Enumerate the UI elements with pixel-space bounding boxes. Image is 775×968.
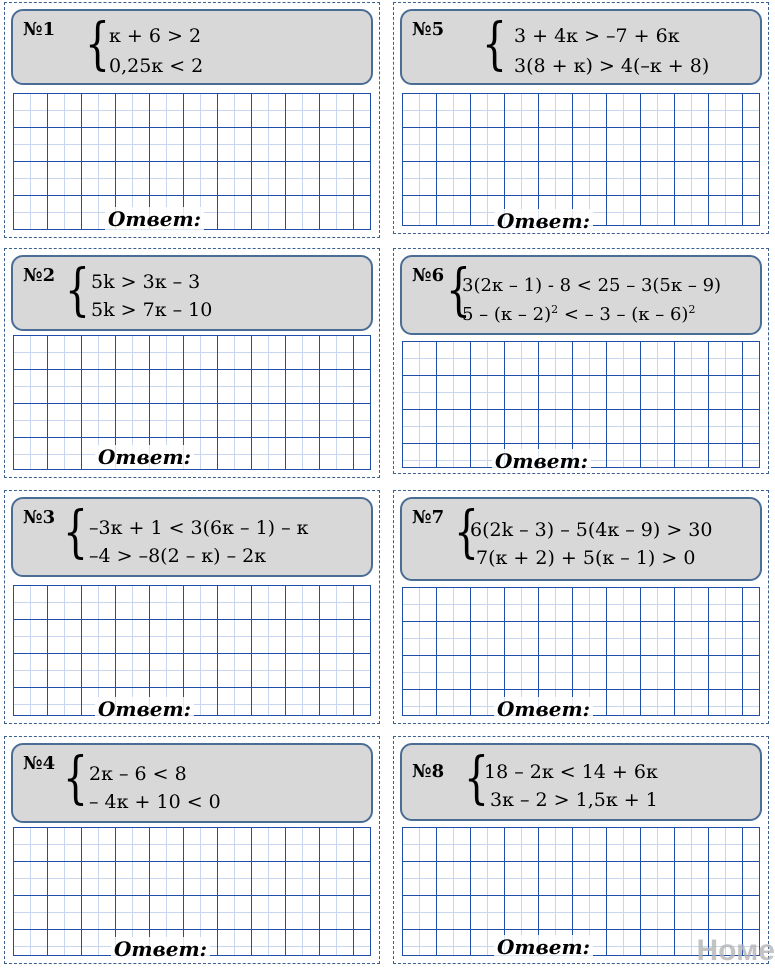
task-number: №1 xyxy=(23,19,56,40)
answer-label: Ответ: xyxy=(111,937,210,961)
task-card-6 xyxy=(393,248,769,474)
system-brace: { xyxy=(63,500,88,565)
answer-label: Ответ: xyxy=(494,697,593,721)
exponent: 2 xyxy=(551,303,559,316)
answer-label: Ответ: xyxy=(492,449,591,473)
system-brace: { xyxy=(63,746,88,811)
task-box xyxy=(11,497,373,577)
task-box xyxy=(400,255,762,335)
inequality-2: 3к – 2 > 1,5к + 1 xyxy=(490,789,658,811)
system-brace: { xyxy=(482,12,507,77)
task-number: №2 xyxy=(23,265,56,286)
system-brace: { xyxy=(464,746,489,811)
system-brace: { xyxy=(446,258,471,323)
answer-label: Ответ: xyxy=(105,207,204,231)
inequality-1: 5k > 3к – 3 xyxy=(91,271,201,293)
task-card-5 xyxy=(393,2,769,234)
inequality-1: –3к + 1 < 3(6к – 1) – к xyxy=(89,517,309,539)
task-number: №3 xyxy=(23,507,56,528)
task-number: №5 xyxy=(412,19,445,40)
answer-grid xyxy=(402,93,760,226)
inequality-1: 2к – 6 < 8 xyxy=(89,763,187,785)
task-box xyxy=(11,255,373,331)
system-brace: { xyxy=(454,500,479,565)
inequality-1: 18 – 2к < 14 + 6к xyxy=(484,761,658,783)
inequality-1: 3(2к – 1) - 8 < 25 – 3(5к – 9) xyxy=(462,275,722,296)
task-card-4 xyxy=(4,736,380,964)
answer-label: Ответ: xyxy=(494,209,593,233)
task-card-8 xyxy=(393,736,769,964)
inequality-2: 7(к + 2) + 5(к – 1) > 0 xyxy=(476,547,696,569)
inequality-2 xyxy=(462,303,695,325)
inequality-2: 3(8 + к) > 4(–к + 8) xyxy=(514,55,710,77)
inequality-2: 0,25к < 2 xyxy=(109,55,204,77)
answer-label: Ответ: xyxy=(95,445,194,469)
system-brace: { xyxy=(85,12,110,77)
inequality-1: 6(2k – 3) – 5(4к – 9) > 30 xyxy=(470,519,713,541)
task-box xyxy=(11,743,373,823)
inequality-2-part-a: 5 – (к – 2) xyxy=(462,304,552,325)
watermark-text: Номе xyxy=(696,934,775,967)
task-card-3 xyxy=(4,490,380,724)
answer-label: Ответ: xyxy=(494,935,593,959)
exponent: 2 xyxy=(688,303,696,316)
inequality-2: 5k > 7к – 10 xyxy=(91,299,213,321)
task-card-7 xyxy=(393,490,769,724)
task-box xyxy=(400,497,762,581)
task-box xyxy=(400,9,762,85)
task-box xyxy=(11,9,373,85)
inequality-1: 3 + 4к > –7 + 6к xyxy=(514,25,680,47)
task-number: №8 xyxy=(412,761,445,782)
task-number: №4 xyxy=(23,753,56,774)
inequality-2-part-b: < – 3 – (к – 6) xyxy=(558,304,689,325)
inequality-2: – 4к + 10 < 0 xyxy=(89,791,221,813)
inequality-2: –4 > –8(2 – к) – 2к xyxy=(89,545,267,567)
task-number: №6 xyxy=(412,265,445,286)
task-number: №7 xyxy=(412,507,445,528)
task-card-1 xyxy=(4,2,380,238)
task-card-2 xyxy=(4,248,380,478)
task-box xyxy=(400,743,762,821)
answer-label: Ответ: xyxy=(95,697,194,721)
inequality-1: к + 6 > 2 xyxy=(109,25,202,47)
system-brace: { xyxy=(65,258,90,323)
